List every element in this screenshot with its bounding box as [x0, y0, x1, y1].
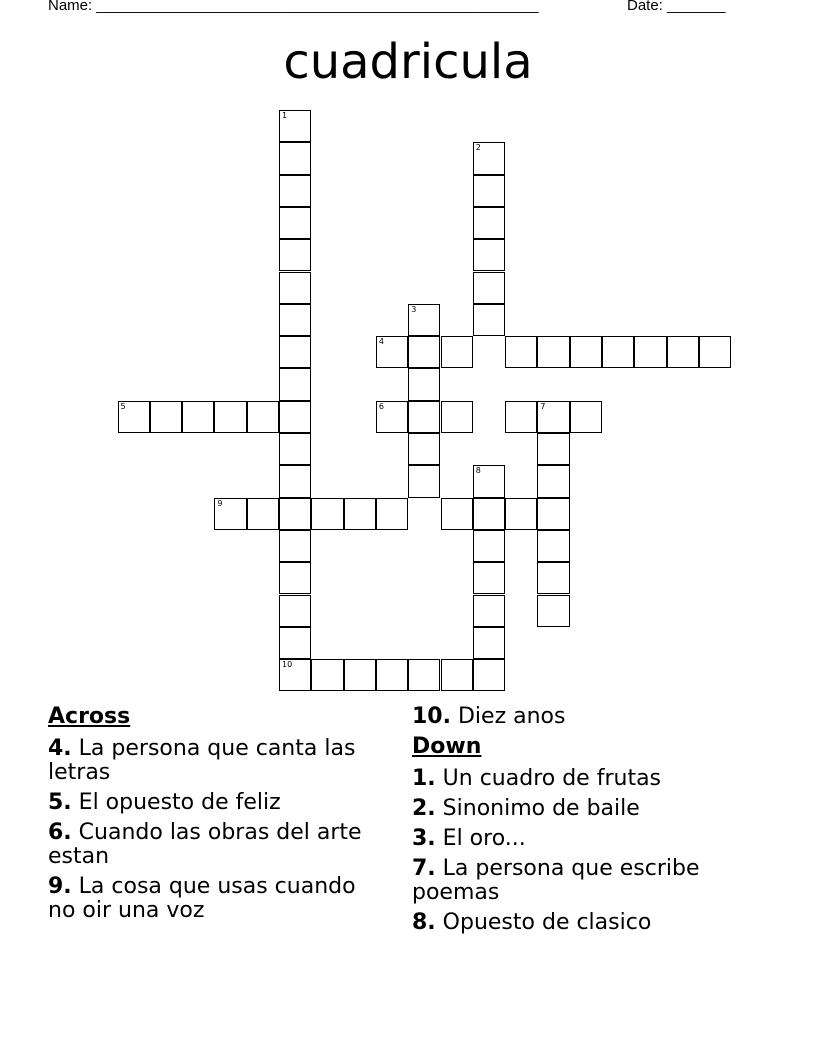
crossword-cell[interactable] — [441, 659, 473, 691]
crossword-cell[interactable] — [408, 433, 440, 465]
clue-number: 2. — [412, 796, 436, 821]
crossword-cell[interactable] — [279, 498, 311, 530]
crossword-cell[interactable] — [279, 207, 311, 239]
crossword-cell[interactable] — [537, 498, 569, 530]
crossword-cell[interactable] — [408, 368, 440, 400]
clue-across-5 — [48, 791, 368, 815]
cell-number: 6 — [378, 401, 384, 411]
across-heading: Across — [48, 704, 131, 729]
crossword-cell[interactable] — [279, 239, 311, 271]
clue-number: 6. — [48, 820, 72, 845]
clue-number: 7. — [412, 856, 436, 881]
crossword-cell[interactable] — [150, 401, 182, 433]
clue-text: Diez anos — [457, 704, 566, 729]
crossword-cell[interactable] — [376, 336, 408, 368]
crossword-cell[interactable] — [473, 272, 505, 304]
clue-text: La persona que escribe poemas — [412, 856, 700, 905]
crossword-cell[interactable] — [344, 659, 376, 691]
crossword-cell[interactable] — [473, 627, 505, 659]
crossword-cell[interactable] — [473, 530, 505, 562]
clues-right-column — [412, 705, 732, 941]
clue-text: Cuando las obras del arte estan — [48, 820, 362, 869]
crossword-cell[interactable] — [408, 304, 440, 336]
name-field-label: Name: _____________________________________________________ — [48, 0, 539, 14]
crossword-cell[interactable] — [699, 336, 731, 368]
clue-text: La cosa que usas cuando no oir una voz — [48, 874, 356, 923]
cell-number: 10 — [282, 660, 293, 670]
crossword-cell[interactable] — [279, 368, 311, 400]
crossword-cell[interactable] — [408, 465, 440, 497]
crossword-cell[interactable] — [279, 272, 311, 304]
crossword-cell[interactable] — [667, 336, 699, 368]
clue-number: 5. — [48, 790, 72, 815]
crossword-cell[interactable] — [279, 433, 311, 465]
clue-number: 3. — [412, 826, 436, 851]
crossword-cell[interactable] — [505, 498, 537, 530]
clue-number: 10. — [412, 704, 451, 729]
clue-text: La persona que canta las letras — [48, 736, 356, 785]
clue-text: Un cuadro de frutas — [442, 766, 662, 791]
crossword-cell[interactable] — [279, 142, 311, 174]
clue-number: 4. — [48, 736, 72, 761]
crossword-cell[interactable] — [279, 304, 311, 336]
clue-text: Opuesto de clasico — [442, 910, 652, 935]
crossword-cell[interactable] — [473, 465, 505, 497]
crossword-cell[interactable] — [441, 498, 473, 530]
crossword-cell[interactable] — [505, 401, 537, 433]
crossword-cell[interactable] — [473, 659, 505, 691]
crossword-cell[interactable] — [473, 562, 505, 594]
clue-across-4 — [48, 737, 368, 785]
crossword-cell[interactable] — [279, 336, 311, 368]
crossword-cell[interactable] — [279, 110, 311, 142]
clue-across-6 — [48, 821, 368, 869]
crossword-cell[interactable] — [537, 336, 569, 368]
crossword-cell[interactable] — [473, 498, 505, 530]
crossword-cell[interactable] — [505, 336, 537, 368]
crossword-cell[interactable] — [182, 401, 214, 433]
crossword-cell[interactable] — [408, 401, 440, 433]
crossword-cell[interactable] — [376, 401, 408, 433]
crossword-cell[interactable] — [473, 304, 505, 336]
clue-number: 8. — [412, 910, 436, 935]
crossword-cell[interactable] — [473, 239, 505, 271]
crossword-cell[interactable] — [602, 336, 634, 368]
clues-left-column — [48, 705, 368, 929]
crossword-cell[interactable] — [247, 401, 279, 433]
crossword-cell[interactable] — [279, 175, 311, 207]
crossword-cell[interactable] — [279, 627, 311, 659]
crossword-cell[interactable] — [376, 498, 408, 530]
crossword-cell[interactable] — [408, 336, 440, 368]
cell-number: 1 — [282, 111, 288, 120]
crossword-cell[interactable] — [311, 659, 343, 691]
crossword-cell[interactable] — [247, 498, 279, 530]
clue-down-3 — [412, 827, 732, 851]
date-field-label: Date: _______ — [627, 0, 726, 14]
page-title: cuadricula — [283, 34, 533, 90]
cell-number: 3 — [411, 304, 417, 314]
crossword-cell[interactable] — [473, 175, 505, 207]
clue-down-2 — [412, 797, 732, 821]
crossword-cell[interactable] — [570, 401, 602, 433]
crossword-cell[interactable] — [473, 207, 505, 239]
cell-number: 5 — [120, 401, 126, 411]
crossword-cell[interactable] — [279, 595, 311, 627]
cell-number: 2 — [475, 143, 481, 153]
crossword-cell[interactable] — [537, 433, 569, 465]
cell-number: 7 — [540, 401, 546, 411]
clue-across-10 — [412, 705, 732, 729]
crossword-cell[interactable] — [473, 142, 505, 174]
clue-number: 9. — [48, 874, 72, 899]
crossword-cell[interactable] — [214, 401, 246, 433]
crossword-cell[interactable] — [441, 336, 473, 368]
crossword-cell[interactable] — [279, 465, 311, 497]
crossword-cell[interactable] — [537, 465, 569, 497]
crossword-cell[interactable] — [118, 401, 150, 433]
crossword-cell[interactable] — [279, 530, 311, 562]
clue-across-9 — [48, 875, 368, 923]
clue-text: El oro... — [442, 826, 526, 851]
clue-down-7 — [412, 857, 732, 905]
cell-number: 4 — [378, 337, 384, 347]
crossword-cell[interactable] — [537, 530, 569, 562]
crossword-cell[interactable] — [311, 498, 343, 530]
clue-text: El opuesto de feliz — [78, 790, 281, 815]
cell-number: 8 — [475, 466, 481, 476]
crossword-cell[interactable] — [537, 401, 569, 433]
crossword-cell[interactable] — [408, 659, 440, 691]
clue-number: 1. — [412, 766, 436, 791]
crossword-cell[interactable] — [279, 659, 311, 691]
crossword-cell[interactable] — [214, 498, 246, 530]
crossword-cell[interactable] — [634, 336, 666, 368]
crossword-cell[interactable] — [537, 595, 569, 627]
crossword-cell[interactable] — [570, 336, 602, 368]
crossword-cell[interactable] — [441, 401, 473, 433]
clue-text: Sinonimo de baile — [442, 796, 640, 821]
down-heading: Down — [412, 734, 482, 759]
crossword-cell[interactable] — [473, 595, 505, 627]
crossword-cell[interactable] — [279, 401, 311, 433]
cell-number: 9 — [217, 498, 223, 508]
crossword-cell[interactable] — [279, 562, 311, 594]
clue-down-8 — [412, 911, 732, 935]
clue-down-1 — [412, 767, 732, 791]
crossword-cell[interactable] — [537, 562, 569, 594]
crossword-cell[interactable] — [344, 498, 376, 530]
crossword-cell[interactable] — [376, 659, 408, 691]
